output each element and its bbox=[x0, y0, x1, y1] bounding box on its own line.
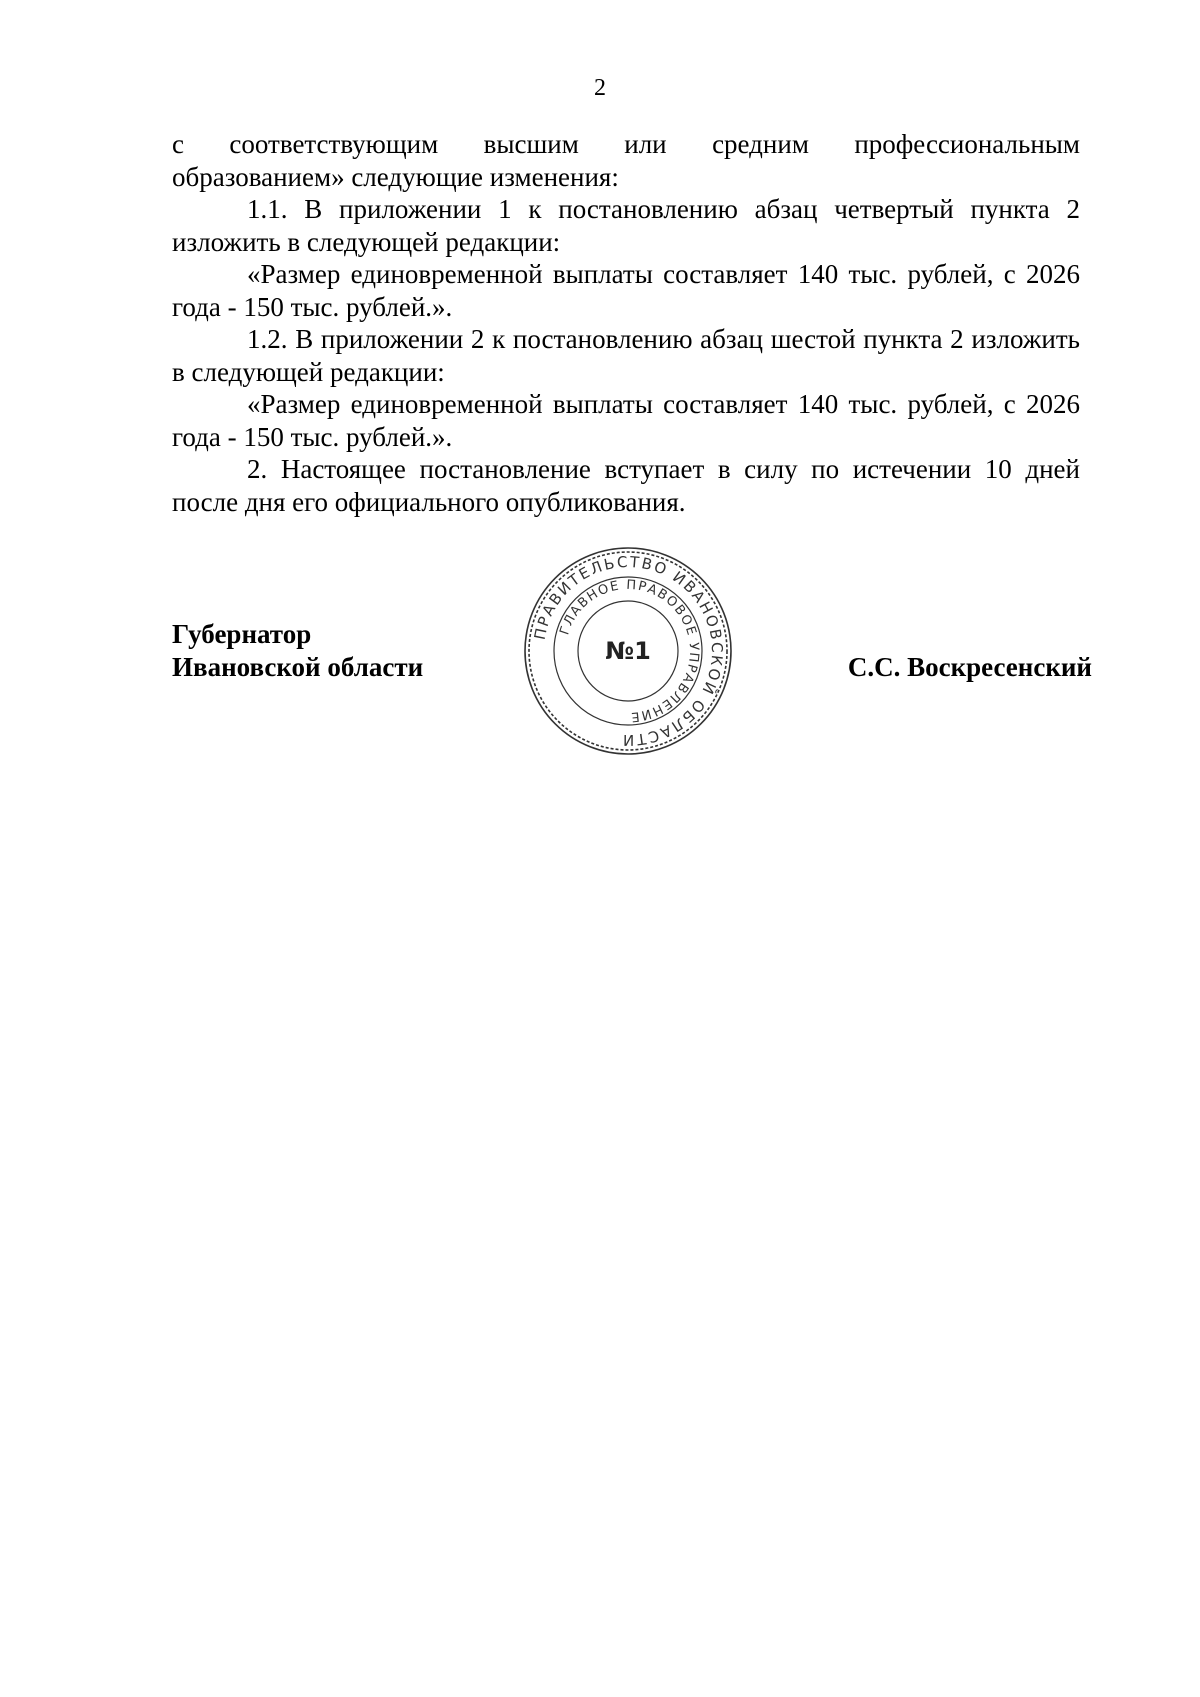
stamp-inner-text: ГЛАВНОЕ ПРАВОВОЕ УПРАВЛЕНИЕ bbox=[557, 577, 702, 725]
paragraph-quote-2: «Размер единовременной выплаты составляет 140 тыс. рублей, с 2026 года - 150 тыс. рублей.». bbox=[172, 389, 1080, 452]
official-stamp bbox=[522, 545, 734, 757]
signatory-title-line2: Ивановской области bbox=[172, 652, 424, 682]
stamp-center-number: №1 bbox=[605, 637, 651, 665]
paragraph-item-1-2: 1.2. В приложении 2 к постановлению абзац шестой пункта 2 изложить в следующей редакции: bbox=[172, 324, 1080, 387]
document-body bbox=[172, 128, 1080, 518]
paragraph-continuation bbox=[172, 128, 1080, 193]
paragraph-continuation-line1: с соответствующим высшим или средним профессиональным bbox=[172, 129, 1080, 159]
stamp-outer-text: ПРАВИТЕЛЬСТВО ИВАНОВСКОЙ ОБЛАСТИ bbox=[530, 552, 727, 750]
signatory-title bbox=[172, 618, 423, 684]
signatory-title-line1: Губернатор bbox=[172, 619, 312, 649]
signatory-name: С.С. Воскресенский bbox=[847, 652, 1092, 682]
paragraph-item-1-1: 1.1. В приложении 1 к постановлению абзац четвертый пункта 2 изложить в следующей редакции: bbox=[172, 194, 1080, 257]
page-number: 2 bbox=[594, 75, 606, 101]
paragraph-item-2: 2. Настоящее постановление вступает в силу по истечении 10 дней после дня его официального опубликования. bbox=[172, 454, 1080, 517]
paragraph-quote-1: «Размер единовременной выплаты составляет 140 тыс. рублей, с 2026 года - 150 тыс. рублей.». bbox=[172, 259, 1080, 322]
paragraph-continuation-line2: образованием» следующие изменения: bbox=[172, 161, 619, 192]
